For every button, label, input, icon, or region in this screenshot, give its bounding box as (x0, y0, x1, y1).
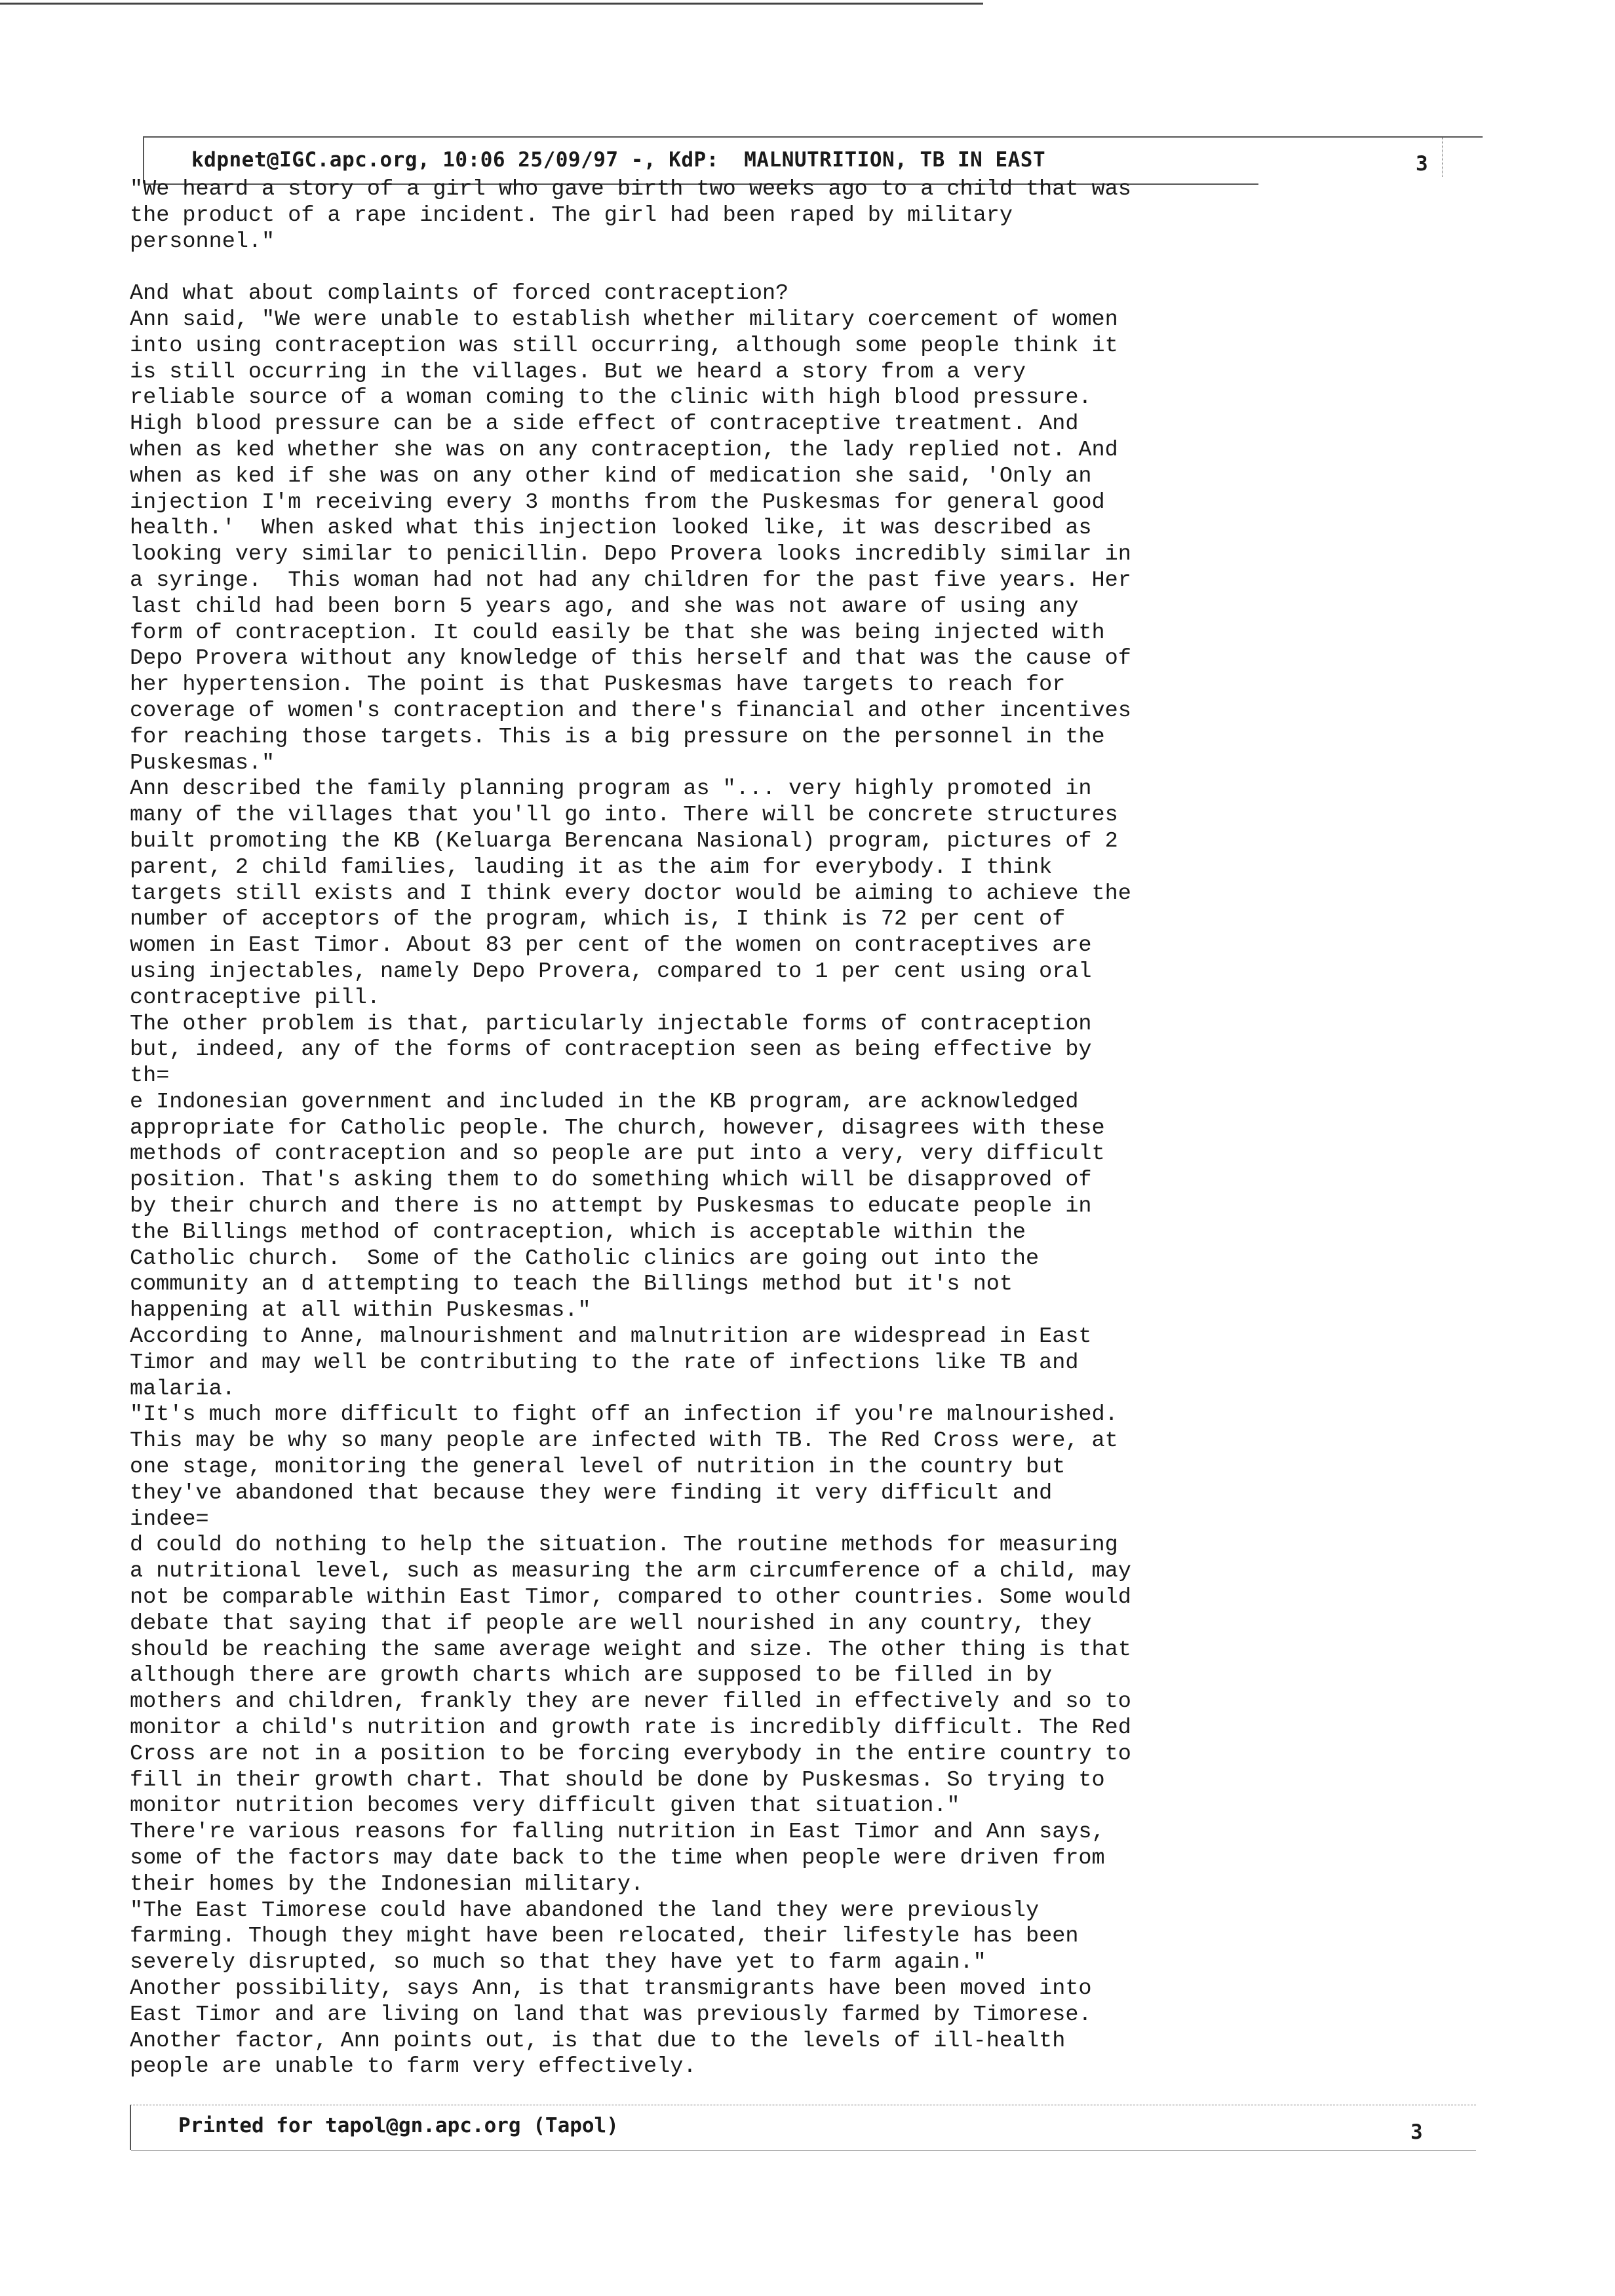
body-line: women in East Timor. About 83 per cent of the women on contraceptives are (130, 933, 1092, 959)
body-line: targets still exists and I think every doctor would be aiming to achieve the (130, 881, 1131, 906)
footer-printed-for: Printed for tapol@gn.apc.org (Tapol) (178, 2114, 619, 2137)
body-line: for reaching those targets. This is a big pressure on the personnel in the (130, 724, 1105, 750)
body-line: parent, 2 child families, lauding it as the aim for everybody. I think (130, 854, 1053, 880)
body-line: a nutritional level, such as measuring the arm circumference of a child, may (130, 1559, 1131, 1584)
body-line: health.' When asked what this injection looked like, it was described as (130, 516, 1092, 541)
body-line: malaria. (130, 1376, 235, 1402)
body-line: many of the villages that you'll go into. There will be concrete structures (130, 803, 1118, 828)
body-line: fill in their growth chart. That should be done by Puskesmas. So trying to (130, 1767, 1105, 1793)
body-line: And what about complaints of forced contraception? (130, 281, 789, 307)
body-line: personnel." (130, 229, 275, 254)
body-line: There're various reasons for falling nutrition in East Timor and Ann says, (130, 1820, 1105, 1845)
body-line: Another factor, Ann points out, is that due to the levels of ill-health (130, 2028, 1066, 2054)
body-line: the Billings method of contraception, which is acceptable within the (130, 1219, 1026, 1245)
body-line: reliable source of a woman coming to the clinic with high blood pressure. (130, 385, 1092, 411)
body-line: Ann said, "We were unable to establish whether military coercement of women (130, 307, 1118, 332)
body-line: into using contraception was still occurring, although some people think it (130, 333, 1118, 358)
body-line: High blood pressure can be a side effect of contraceptive treatment. And (130, 411, 1079, 437)
body-line: monitor a child's nutrition and growth rate is incredibly difficult. The Red (130, 1715, 1131, 1741)
message-body (130, 177, 1441, 2080)
body-line: Depo Provera without any knowledge of this herself and that was the cause of (130, 646, 1131, 672)
body-line: "It's much more difficult to fight off an infection if you're malnourished. (130, 1402, 1118, 1428)
body-line: appropriate for Catholic people. The church, however, disagrees with these (130, 1115, 1105, 1141)
top-edge-rule (0, 3, 983, 5)
body-line: looking very similar to penicillin. Depo Provera looks incredibly similar in (130, 542, 1131, 567)
body-line: one stage, monitoring the general level of nutrition in the country but (130, 1455, 1066, 1480)
body-line: The other problem is that, particularly injectable forms of contraception (130, 1011, 1092, 1037)
body-line: when as ked if she was on any other kind of medication she said, 'Only an (130, 463, 1092, 489)
body-line: debate that saying that if people are well nourished in any country, they (130, 1611, 1092, 1636)
body-line: Another possibility, says Ann, is that transmigrants have been moved into (130, 1976, 1092, 2001)
body-line: th= (130, 1063, 170, 1089)
body-line: "We heard a story of a girl who gave birth two weeks ago to a child that was (130, 177, 1131, 202)
body-line: happening at all within Puskesmas." (130, 1298, 591, 1324)
body-line: by their church and there is no attempt by Puskesmas to educate people in (130, 1194, 1092, 1219)
body-line: their homes by the Indonesian military. (130, 1871, 644, 1897)
body-line: a syringe. This woman had not had any children for the past five years. Her (130, 567, 1131, 593)
body-line: Puskesmas." (130, 750, 275, 776)
body-line: the product of a rape incident. The girl had been raped by military (130, 202, 1013, 228)
body-line: Timor and may well be contributing to the rate of infections like TB and (130, 1350, 1079, 1375)
body-line: people are unable to farm very effectively. (130, 2054, 697, 2080)
body-line: indee= (130, 1506, 209, 1532)
body-line: farming. Though they might have been relocated, their lifestyle has been (130, 1924, 1079, 1949)
body-line: not be comparable within East Timor, compared to other countries. Some would (130, 1585, 1131, 1611)
body-line: "The East Timorese could have abandoned the land they were previously (130, 1898, 1040, 1923)
body-line: mothers and children, frankly they are never filled in effectively and so to (130, 1689, 1131, 1715)
header-page-separator (1442, 138, 1443, 177)
body-line: some of the factors may date back to the time when people were driven from (130, 1846, 1105, 1871)
body-line: community an d attempting to teach the Billings method but it's not (130, 1272, 1013, 1297)
body-line: when as ked whether she was on any contraception, the lady replied not. And (130, 437, 1118, 463)
body-line: should be reaching the same average weight and size. The other thing is that (130, 1637, 1131, 1662)
footer-page-number: 3 (1411, 2120, 1423, 2144)
body-line: methods of contraception and so people are put into a very, very difficult (130, 1141, 1105, 1167)
header-page-number: 3 (1416, 152, 1428, 176)
header-title: kdpnet@IGC.apc.org, 10:06 25/09/97 -, KdP: MALNUTRITION, TB IN EAST (191, 148, 1046, 172)
body-line: coverage of women's contraception and there's financial and other incentives (130, 698, 1131, 723)
body-line: Ann described the family planning program as "... very highly promoted in (130, 776, 1092, 802)
body-line: but, indeed, any of the forms of contraception seen as being effective by (130, 1037, 1092, 1063)
body-line: East Timor and are living on land that was previously farmed by Timorese. (130, 2002, 1092, 2027)
body-line: using injectables, namely Depo Provera, compared to 1 per cent using oral (130, 959, 1092, 984)
body-line: d could do nothing to help the situation. The routine methods for measuring (130, 1533, 1118, 1558)
body-line: form of contraception. It could easily be that she was being injected with (130, 620, 1105, 645)
body-line: monitor nutrition becomes very difficult given that situation." (130, 1793, 960, 1819)
body-line: contraceptive pill. (130, 985, 380, 1010)
body-line: According to Anne, malnourishment and malnutrition are widespread in East (130, 1324, 1092, 1350)
body-line: her hypertension. The point is that Puskesmas have targets to reach for (130, 672, 1066, 698)
body-line: injection I'm receiving every 3 months from the Puskesmas for general good (130, 489, 1105, 515)
body-line: This may be why so many people are infected with TB. The Red Cross were, at (130, 1428, 1118, 1454)
body-line: built promoting the KB (Keluarga Berencana Nasional) program, pictures of 2 (130, 828, 1118, 854)
body-line: position. That's asking them to do something which will be disapproved of (130, 1168, 1092, 1193)
body-line: they've abandoned that because they were finding it very difficult and (130, 1480, 1053, 1506)
body-line: Catholic church. Some of the Catholic clinics are going out into the (130, 1246, 1040, 1271)
body-line: number of acceptors of the program, which is, I think is 72 per cent of (130, 907, 1066, 932)
body-line: e Indonesian government and included in the KB program, are acknowledged (130, 1089, 1079, 1115)
footer-underline (131, 2150, 1476, 2151)
body-line: severely disrupted, so much so that they have yet to farm again." (130, 1950, 986, 1976)
body-line: although there are growth charts which are supposed to be filled in by (130, 1663, 1053, 1689)
body-line: Cross are not in a position to be forcing everybody in the entire country to (130, 1741, 1131, 1767)
body-line: last child had been born 5 years ago, and she was not aware of using any (130, 594, 1079, 619)
body-line (130, 255, 1441, 281)
body-line: is still occurring in the villages. But we heard a story from a very (130, 359, 1026, 385)
